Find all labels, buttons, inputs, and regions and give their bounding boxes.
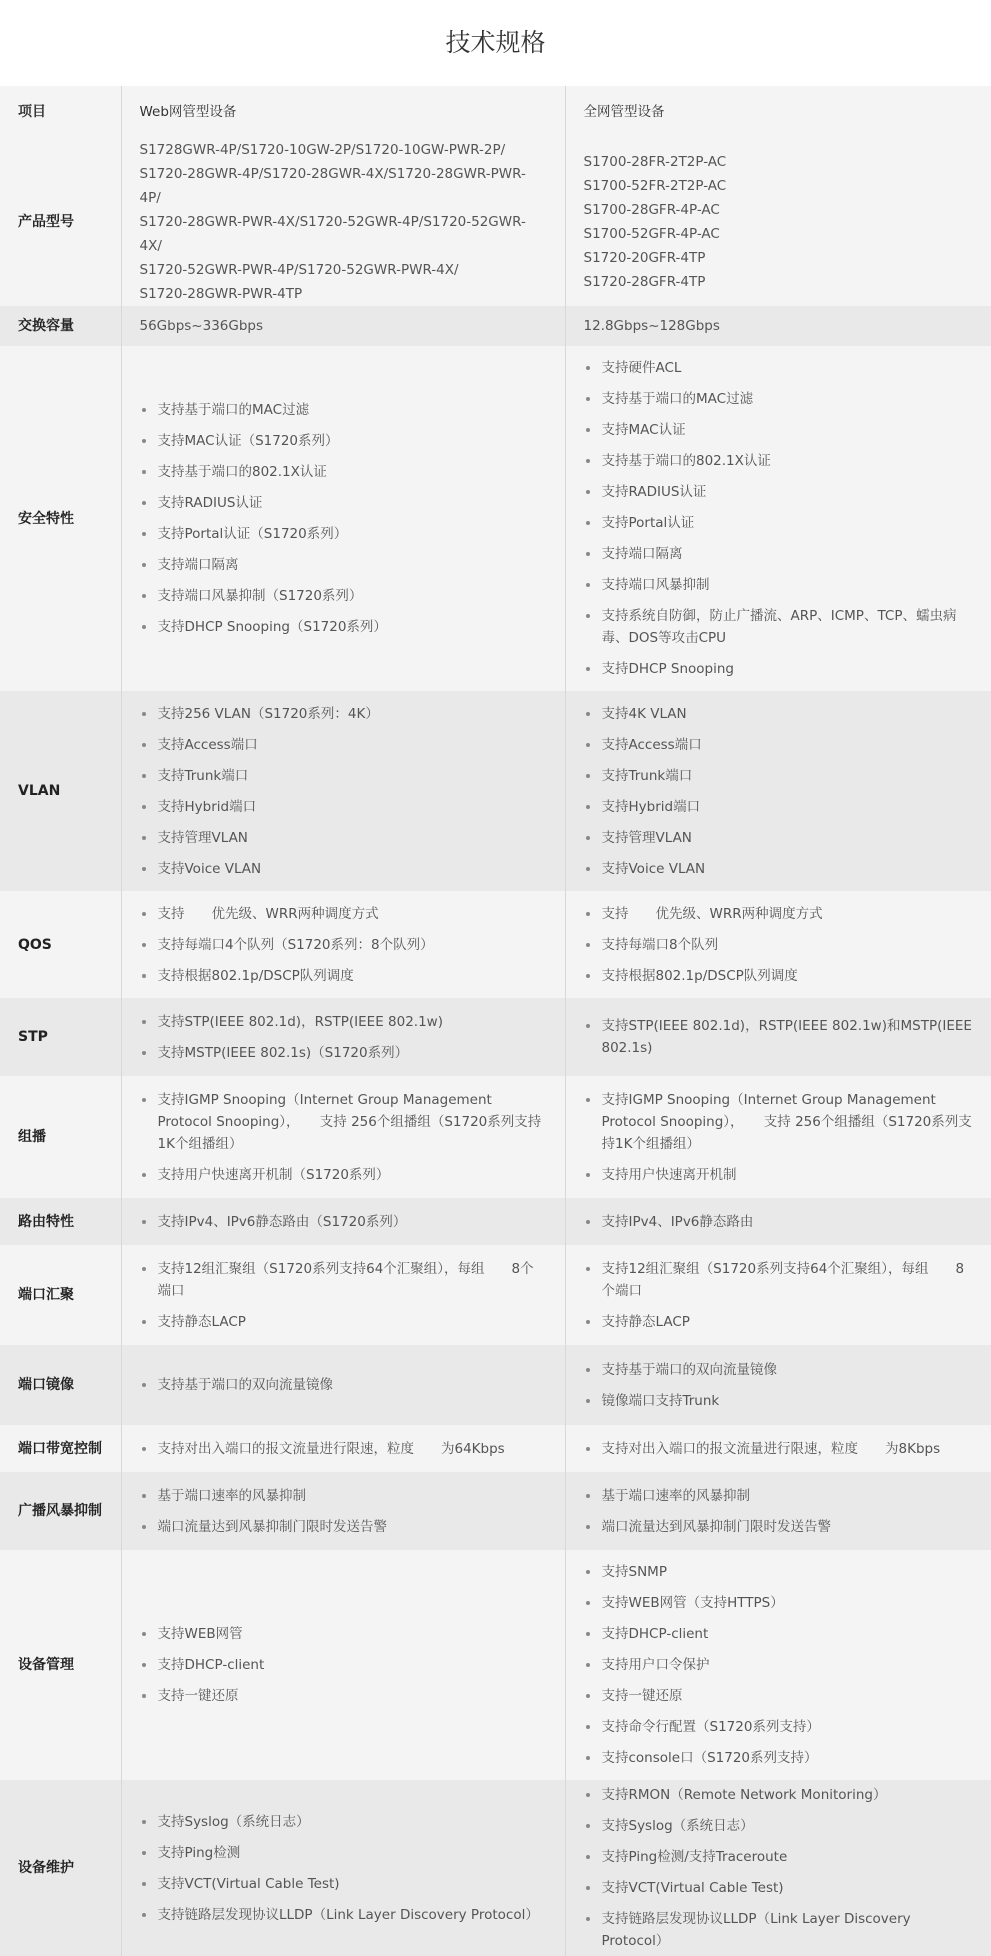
list-item: 支持Ping检测 — [140, 1842, 547, 1864]
row-label: 端口镜像 — [0, 1345, 121, 1425]
table-row — [0, 346, 991, 691]
list-item: 支持端口隔离 — [584, 543, 974, 565]
list-item: 支持RADIUS认证 — [140, 492, 547, 514]
list-item: 支持Hybrid端口 — [140, 796, 547, 818]
list-item: 支持DHCP Snooping（S1720系列） — [140, 616, 547, 638]
feature-list — [140, 1011, 547, 1064]
feature-list — [584, 1211, 974, 1233]
row-label: VLAN — [0, 691, 121, 891]
web-managed-text: S1720-28GWR-4P/S1720-28GWR-4X/S1720-28GWR-PWR-4P/ — [139, 166, 526, 206]
list-item: 支持硬件ACL — [584, 357, 974, 379]
row-label: 端口带宽控制 — [0, 1425, 121, 1472]
fully-managed-cell — [565, 1245, 991, 1345]
fully-managed-text: S1700-52GFR-4P-AC — [583, 226, 720, 242]
list-item: 支持管理VLAN — [140, 827, 547, 849]
web-managed-cell — [121, 998, 565, 1076]
feature-list — [584, 1561, 974, 1769]
list-item: 支持Trunk端口 — [140, 765, 547, 787]
web-managed-cell — [121, 1780, 565, 1956]
feature-list — [140, 1211, 547, 1233]
list-item: 支持链路层发现协议LLDP（Link Layer Discovery Protocol） — [584, 1908, 974, 1952]
feature-list — [140, 1485, 547, 1538]
list-item: 支持基于端口的802.1X认证 — [584, 450, 974, 472]
table-header-row — [0, 86, 991, 138]
web-managed-cell — [121, 1345, 565, 1425]
web-managed-cell — [121, 306, 565, 346]
web-managed-text: S1720-28GWR-PWR-4TP — [139, 286, 303, 302]
list-item: 支持IGMP Snooping（Internet Group Management Protocol Snooping）， 支持 256个组播组（S1720系列支持1K个组播组） — [140, 1089, 547, 1155]
list-item: 支持命令行配置（S1720系列支持） — [584, 1716, 974, 1738]
row-label: 端口汇聚 — [0, 1245, 121, 1345]
fully-managed-cell — [565, 691, 991, 891]
web-managed-text: 56Gbps~336Gbps — [139, 318, 264, 334]
list-item: 支持Hybrid端口 — [584, 796, 974, 818]
list-item: 支持Voice VLAN — [140, 858, 547, 880]
row-label: 组播 — [0, 1076, 121, 1198]
list-item: 支持每端口4个队列（S1720系列：8个队列） — [140, 934, 547, 956]
web-managed-text: S1720-28GWR-PWR-4X/S1720-52GWR-4P/S1720-52GWR-4X/ — [139, 214, 526, 254]
table-row — [0, 1198, 991, 1245]
table-row — [0, 1780, 991, 1956]
feature-list — [140, 1374, 547, 1396]
fully-managed-cell — [565, 1472, 991, 1550]
fully-managed-cell — [565, 891, 991, 998]
list-item: 支持IPv4、IPv6静态路由（S1720系列） — [140, 1211, 547, 1233]
list-item: 支持12组汇聚组（S1720系列支持64个汇聚组），每组 8个端口 — [584, 1258, 974, 1302]
list-item: 支持STP(IEEE 802.1d)，RSTP(IEEE 802.1w) — [140, 1011, 547, 1033]
list-item: 支持MAC认证 — [584, 419, 974, 441]
list-item: 支持256 VLAN（S1720系列：4K） — [140, 703, 547, 725]
list-item: 支持每端口8个队列 — [584, 934, 974, 956]
table-row — [0, 138, 991, 306]
header-web-managed: Web网管型设备 — [121, 86, 565, 138]
row-label: 设备维护 — [0, 1780, 121, 1956]
list-item: 镜像端口支持Trunk — [584, 1390, 974, 1412]
list-item: 支持WEB网管 — [140, 1623, 547, 1645]
list-item: 支持用户口令保护 — [584, 1654, 974, 1676]
list-item: 支持对出入端口的报文流量进行限速，粒度 为8Kbps — [584, 1438, 974, 1460]
web-managed-cell — [121, 1076, 565, 1198]
list-item: 支持一键还原 — [140, 1685, 547, 1707]
feature-list — [140, 1438, 547, 1460]
fully-managed-cell — [565, 1345, 991, 1425]
list-item: 支持用户快速离开机制 — [584, 1164, 974, 1186]
feature-list — [140, 1258, 547, 1333]
list-item: 支持console口（S1720系列支持） — [584, 1747, 974, 1769]
fully-managed-cell — [565, 1780, 991, 1956]
table-row — [0, 1245, 991, 1345]
list-item: 端口流量达到风暴抑制门限时发送告警 — [140, 1516, 547, 1538]
table-row — [0, 1076, 991, 1198]
list-item: 支持管理VLAN — [584, 827, 974, 849]
list-item: 支持4K VLAN — [584, 703, 974, 725]
feature-list — [140, 903, 547, 987]
fully-managed-text: 12.8Gbps~128Gbps — [583, 318, 720, 334]
list-item: 支持STP(IEEE 802.1d)，RSTP(IEEE 802.1w)和MSTP(IEEE 802.1s) — [584, 1015, 974, 1059]
list-item: 支持Access端口 — [140, 734, 547, 756]
list-item: 支持静态LACP — [140, 1311, 547, 1333]
web-managed-cell — [121, 346, 565, 691]
fully-managed-cell — [565, 306, 991, 346]
feature-list — [584, 357, 974, 680]
web-managed-cell — [121, 691, 565, 891]
list-item: 支持Syslog（系统日志） — [140, 1811, 547, 1833]
list-item: 支持基于端口的MAC过滤 — [140, 399, 547, 421]
list-item: 基于端口速率的风暴抑制 — [140, 1485, 547, 1507]
list-item: 支持端口风暴抑制（S1720系列） — [140, 585, 547, 607]
list-item: 支持一键还原 — [584, 1685, 974, 1707]
feature-list — [140, 703, 547, 880]
feature-list — [584, 1438, 974, 1460]
list-item: 支持根据802.1p/DSCP队列调度 — [584, 965, 974, 987]
web-managed-text: S1720-52GWR-PWR-4P/S1720-52GWR-PWR-4X/ — [139, 262, 459, 278]
list-item: 支持DHCP-client — [140, 1654, 547, 1676]
table-row — [0, 306, 991, 346]
list-item: 支持Portal认证 — [584, 512, 974, 534]
web-managed-cell — [121, 1472, 565, 1550]
list-item: 支持系统自防御，防止广播流、ARP、ICMP、TCP、蠕虫病毒、DOS等攻击CPU — [584, 605, 974, 649]
web-managed-cell — [121, 1198, 565, 1245]
fully-managed-cell — [565, 1550, 991, 1780]
feature-list — [584, 1015, 974, 1059]
list-item: 支持Ping检测/支持Traceroute — [584, 1846, 974, 1868]
list-item: 支持链路层发现协议LLDP（Link Layer Discovery Protocol） — [140, 1904, 547, 1926]
table-row — [0, 1425, 991, 1472]
row-label: 路由特性 — [0, 1198, 121, 1245]
row-label: 设备管理 — [0, 1550, 121, 1780]
list-item: 支持基于端口的MAC过滤 — [584, 388, 974, 410]
fully-managed-text: S1700-52FR-2T2P-AC — [583, 178, 727, 194]
row-label: 交换容量 — [0, 306, 121, 346]
fully-managed-text: S1720-28GFR-4TP — [583, 274, 706, 290]
list-item: 支持 优先级、WRR两种调度方式 — [584, 903, 974, 925]
row-label: 广播风暴抑制 — [0, 1472, 121, 1550]
row-label: QOS — [0, 891, 121, 998]
fully-managed-text: S1720-20GFR-4TP — [583, 250, 706, 266]
feature-list — [140, 399, 547, 638]
list-item: 支持基于端口的双向流量镜像 — [584, 1359, 974, 1381]
table-row — [0, 1550, 991, 1780]
list-item: 支持 优先级、WRR两种调度方式 — [140, 903, 547, 925]
fully-managed-cell — [565, 346, 991, 691]
list-item: 支持端口隔离 — [140, 554, 547, 576]
list-item: 支持Trunk端口 — [584, 765, 974, 787]
table-row — [0, 1472, 991, 1550]
web-managed-text: S1728GWR-4P/S1720-10GW-2P/S1720-10GW-PWR-2P/ — [139, 142, 506, 158]
row-label: STP — [0, 998, 121, 1076]
feature-list — [140, 1089, 547, 1186]
list-item: 支持基于端口的双向流量镜像 — [140, 1374, 547, 1396]
list-item: 支持Portal认证（S1720系列） — [140, 523, 547, 545]
list-item: 支持基于端口的802.1X认证 — [140, 461, 547, 483]
web-managed-cell — [121, 1425, 565, 1472]
fully-managed-cell — [565, 138, 991, 306]
table-row — [0, 891, 991, 998]
list-item: 支持根据802.1p/DSCP队列调度 — [140, 965, 547, 987]
list-item: 支持DHCP-client — [584, 1623, 974, 1645]
feature-list — [584, 1258, 974, 1333]
feature-list — [584, 1089, 974, 1186]
header-item: 项目 — [0, 86, 121, 138]
list-item: 支持12组汇聚组（S1720系列支持64个汇聚组），每组 8个端口 — [140, 1258, 547, 1302]
web-managed-cell — [121, 1550, 565, 1780]
list-item: 支持用户快速离开机制（S1720系列） — [140, 1164, 547, 1186]
spec-table — [0, 86, 991, 1956]
list-item: 基于端口速率的风暴抑制 — [584, 1485, 974, 1507]
feature-list — [584, 1784, 974, 1952]
list-item: 支持静态LACP — [584, 1311, 974, 1333]
feature-list — [584, 703, 974, 880]
fully-managed-cell — [565, 1425, 991, 1472]
list-item: 支持MSTP(IEEE 802.1s)（S1720系列） — [140, 1042, 547, 1064]
list-item: 支持端口风暴抑制 — [584, 574, 974, 596]
fully-managed-text: S1700-28FR-2T2P-AC — [583, 154, 727, 170]
table-row — [0, 1345, 991, 1425]
list-item: 支持VCT(Virtual Cable Test) — [140, 1873, 547, 1895]
web-managed-cell — [121, 1245, 565, 1345]
list-item: 支持Syslog（系统日志） — [584, 1815, 974, 1837]
feature-list — [584, 903, 974, 987]
fully-managed-cell — [565, 1198, 991, 1245]
list-item: 支持RMON（Remote Network Monitoring） — [584, 1784, 974, 1806]
row-label: 产品型号 — [0, 138, 121, 306]
web-managed-cell — [121, 138, 565, 306]
table-row — [0, 691, 991, 891]
list-item: 支持SNMP — [584, 1561, 974, 1583]
list-item: 支持WEB网管（支持HTTPS） — [584, 1592, 974, 1614]
table-row — [0, 998, 991, 1076]
feature-list — [140, 1811, 547, 1926]
fully-managed-cell — [565, 1076, 991, 1198]
list-item: 支持DHCP Snooping — [584, 658, 974, 680]
list-item: 支持Voice VLAN — [584, 858, 974, 880]
row-label: 安全特性 — [0, 346, 121, 691]
list-item: 端口流量达到风暴抑制门限时发送告警 — [584, 1516, 974, 1538]
list-item: 支持IPv4、IPv6静态路由 — [584, 1211, 974, 1233]
web-managed-cell — [121, 891, 565, 998]
list-item: 支持VCT(Virtual Cable Test) — [584, 1877, 974, 1899]
header-fully-managed: 全网管型设备 — [565, 86, 991, 138]
list-item: 支持MAC认证（S1720系列） — [140, 430, 547, 452]
list-item: 支持对出入端口的报文流量进行限速，粒度 为64Kbps — [140, 1438, 547, 1460]
fully-managed-text: S1700-28GFR-4P-AC — [583, 202, 720, 218]
list-item: 支持IGMP Snooping（Internet Group Management Protocol Snooping）， 支持 256个组播组（S1720系列支持1K个组播组） — [584, 1089, 974, 1155]
feature-list — [584, 1359, 974, 1412]
fully-managed-cell — [565, 998, 991, 1076]
list-item: 支持Access端口 — [584, 734, 974, 756]
page-title: 技术规格 — [445, 28, 546, 57]
feature-list — [140, 1623, 547, 1707]
list-item: 支持RADIUS认证 — [584, 481, 974, 503]
feature-list — [584, 1485, 974, 1538]
